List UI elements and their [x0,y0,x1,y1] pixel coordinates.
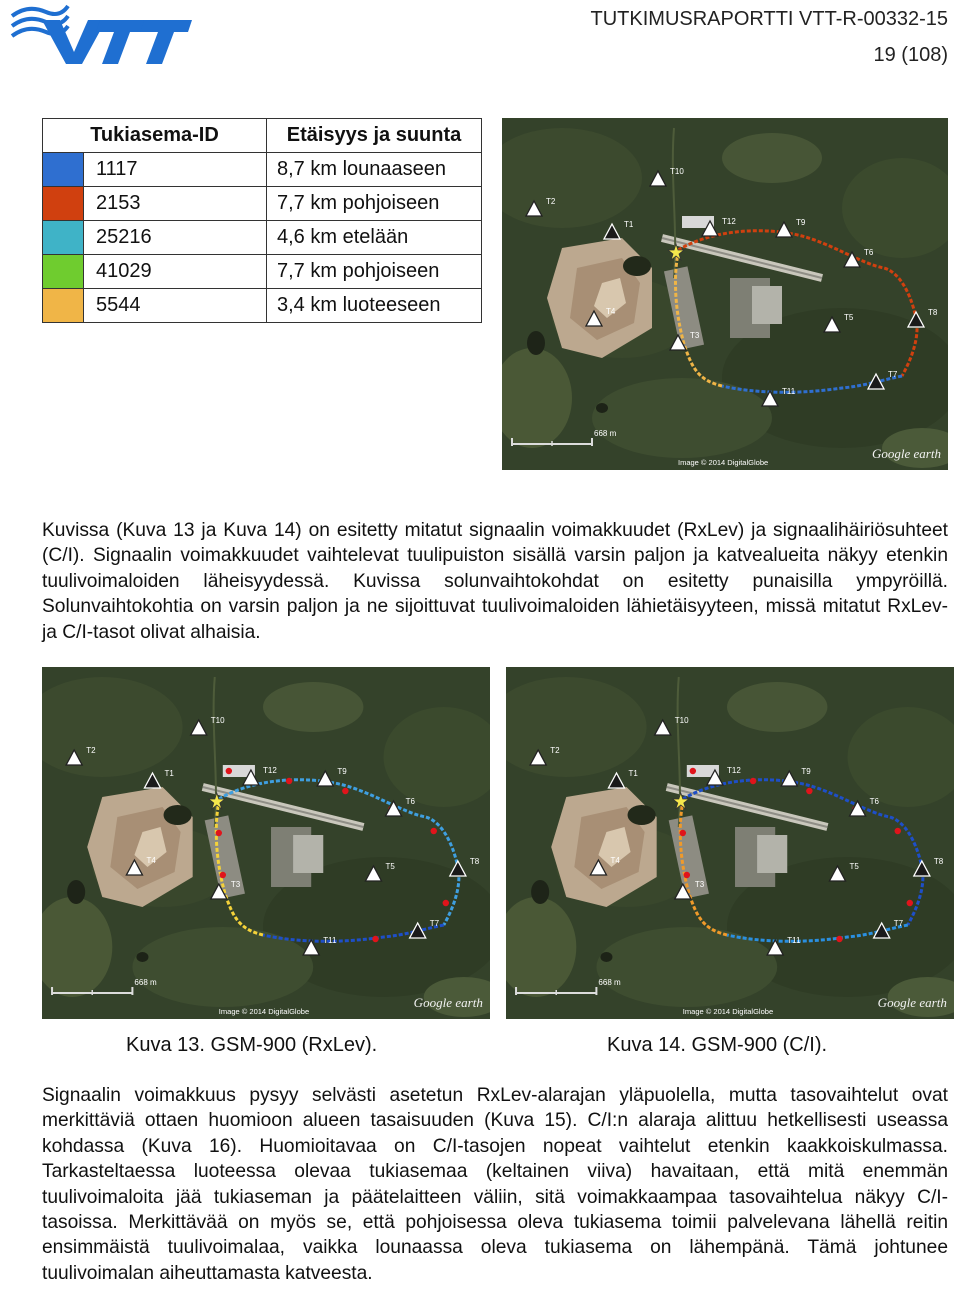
google-earth-logo: Google earth [413,995,483,1010]
turbine-label: T3 [690,331,700,340]
turbine-label: T12 [722,217,736,226]
report-id: TUTKIMUSRAPORTTI VTT-R-00332-15 [590,8,948,30]
station-id: 25216 [84,221,267,255]
turbine-label: T11 [323,936,337,945]
turbine-label: T8 [933,857,944,866]
turbine-label: T3 [230,880,241,889]
google-earth-logo: Google earth [872,446,941,461]
turbine-label: T10 [670,167,684,176]
satellite-map-image [502,118,948,470]
table-row [43,255,482,289]
column-header-id: Tukiasema-ID [43,119,267,153]
figure-caption-13: Kuva 13. GSM-900 (RxLev). [126,1034,378,1056]
turbine-label: T9 [801,767,811,776]
turbine-label: T4 [146,856,156,865]
color-swatch [43,153,84,187]
turbine-label: T12 [262,766,277,775]
turbine-label: T1 [628,769,638,778]
route-map-rxlev [42,667,490,1019]
handover-point [226,768,232,774]
turbine-label: T6 [864,248,874,257]
handover-point [907,900,913,906]
paragraph-results-intro: Kuvissa (Kuva 13 ja Kuva 14) on esitetty mitatut signaalin voimakkuudet (RxLev) ja signaalihäiriösuhteet (C/I). Signaalin voimakkuudet vaihtelevat tuulipuiston sisällä varsin paljon ja katvealueita näkyy etenkin tuulivoimaloiden läheisyydessä. Kuvissa solunvaihtokohdat on esitetty punaisilla ympyröillä. Solunvaihtokohtia on varsin paljon ja ne sijoittuvat tuulivoimaloiden lähietäisyyteen, missä mitatut RxLev- ja C/I-tasot olivat alhaisia. [42,520,948,643]
station-id: 5544 [84,289,267,323]
station-distance: 8,7 km lounaaseen [267,153,482,187]
handover-point [895,828,901,834]
station-id: 1117 [84,153,267,187]
turbine-label: T11 [787,936,801,945]
turbine-label: T9 [796,218,806,227]
handover-point [216,830,222,836]
handover-point [750,778,756,784]
imagery-credit: Image © 2014 DigitalGlobe [682,1007,774,1016]
turbine-label: T8 [469,857,480,866]
handover-point [836,936,842,942]
station-distance: 7,7 km pohjoiseen [267,255,482,289]
scale-label: 668 m [598,978,621,987]
table-row [43,289,482,323]
imagery-credit: Image © 2014 DigitalGlobe [678,458,769,467]
station-id: 41029 [84,255,267,289]
handover-point [684,872,690,878]
turbine-label: T4 [610,856,620,865]
handover-point [431,828,437,834]
turbine-label: T6 [405,797,415,806]
turbine-label: T2 [86,746,96,755]
turbine-label: T1 [624,220,634,229]
table-row [43,153,482,187]
station-distance: 4,6 km etelään [267,221,482,255]
table-row [43,221,482,255]
column-header-distance: Etäisyys ja suunta [267,119,482,153]
handover-point [443,900,449,906]
scale-label: 668 m [594,429,617,438]
table-header-row [43,119,482,153]
turbine-label: T5 [385,862,395,871]
base-station-table [42,118,482,323]
handover-point [680,830,686,836]
figure-caption-14: Kuva 14. GSM-900 (C/I). [607,1034,828,1056]
vtt-logo [8,2,193,68]
station-distance: 7,7 km pohjoiseen [267,187,482,221]
handover-point [342,788,348,794]
color-swatch [43,255,84,289]
turbine-label: T8 [928,308,938,317]
turbine-label: T6 [869,797,879,806]
handover-point [372,936,378,942]
turbine-label: T1 [164,769,174,778]
scale-label: 668 m [134,978,157,987]
turbine-label: T2 [546,197,556,206]
turbine-label: T2 [550,746,560,755]
table-row [43,187,482,221]
satellite-map-image [42,667,490,1019]
turbine-label: T9 [337,767,347,776]
imagery-credit: Image © 2014 DigitalGlobe [218,1007,310,1016]
turbine-label: T12 [726,766,741,775]
route-map-ci [506,667,954,1019]
google-earth-logo: Google earth [877,995,947,1010]
turbine-label: T11 [782,387,796,396]
satellite-map-image [506,667,954,1019]
color-swatch [43,289,84,323]
station-id: 2153 [84,187,267,221]
handover-point [286,778,292,784]
station-distance: 3,4 km luoteeseen [267,289,482,323]
turbine-label: T5 [849,862,859,871]
handover-point [690,768,696,774]
color-swatch [43,187,84,221]
page-number: 19 (108) [873,44,948,66]
route-map-best-server [502,118,948,470]
turbine-label: T10 [674,716,689,725]
turbine-label: T5 [844,313,854,322]
color-swatch [43,221,84,255]
turbine-label: T3 [694,880,705,889]
turbine-label: T4 [606,307,616,316]
paragraph-analysis: Signaalin voimakkuus pysyy selvästi asetetun RxLev-alarajan yläpuolella, mutta tasovaihtelut ovat merkittäviä ottaen huomioon alueen tasaisuuden (Kuva 15). C/I:n alaraja alittuu hetkellisesti useassa kohdassa (Kuva 16). Huomioitavaa on C/I-tasojen nopeat vaihtelut etenkin kaakkoiskulmassa. Tarkasteltaessa luoteessa olevaa tukiasemaa (keltainen viiva) havaitaan, että mitä enemmän tuulivoimaloita jää tukiaseman ja päätelaitteen väliin, sitä voimakkaampaa tasovaihtelua näkyy C/I-tasoissa. Merkittävää on myös se, että pohjoisessa oleva tukiasema toimii palvelevana lähellä reitin ensimmäistä tuulivoimalaa, vaikka lounaassa oleva tukiasema on lähempänä. Tämä johtunee tuulivoimalan aiheuttamasta katveesta. [42,1085,948,1284]
handover-point [806,788,812,794]
turbine-label: T7 [893,919,904,928]
turbine-label: T10 [210,716,225,725]
turbine-label: T7 [888,370,898,379]
handover-point [220,872,226,878]
turbine-label: T7 [429,919,440,928]
